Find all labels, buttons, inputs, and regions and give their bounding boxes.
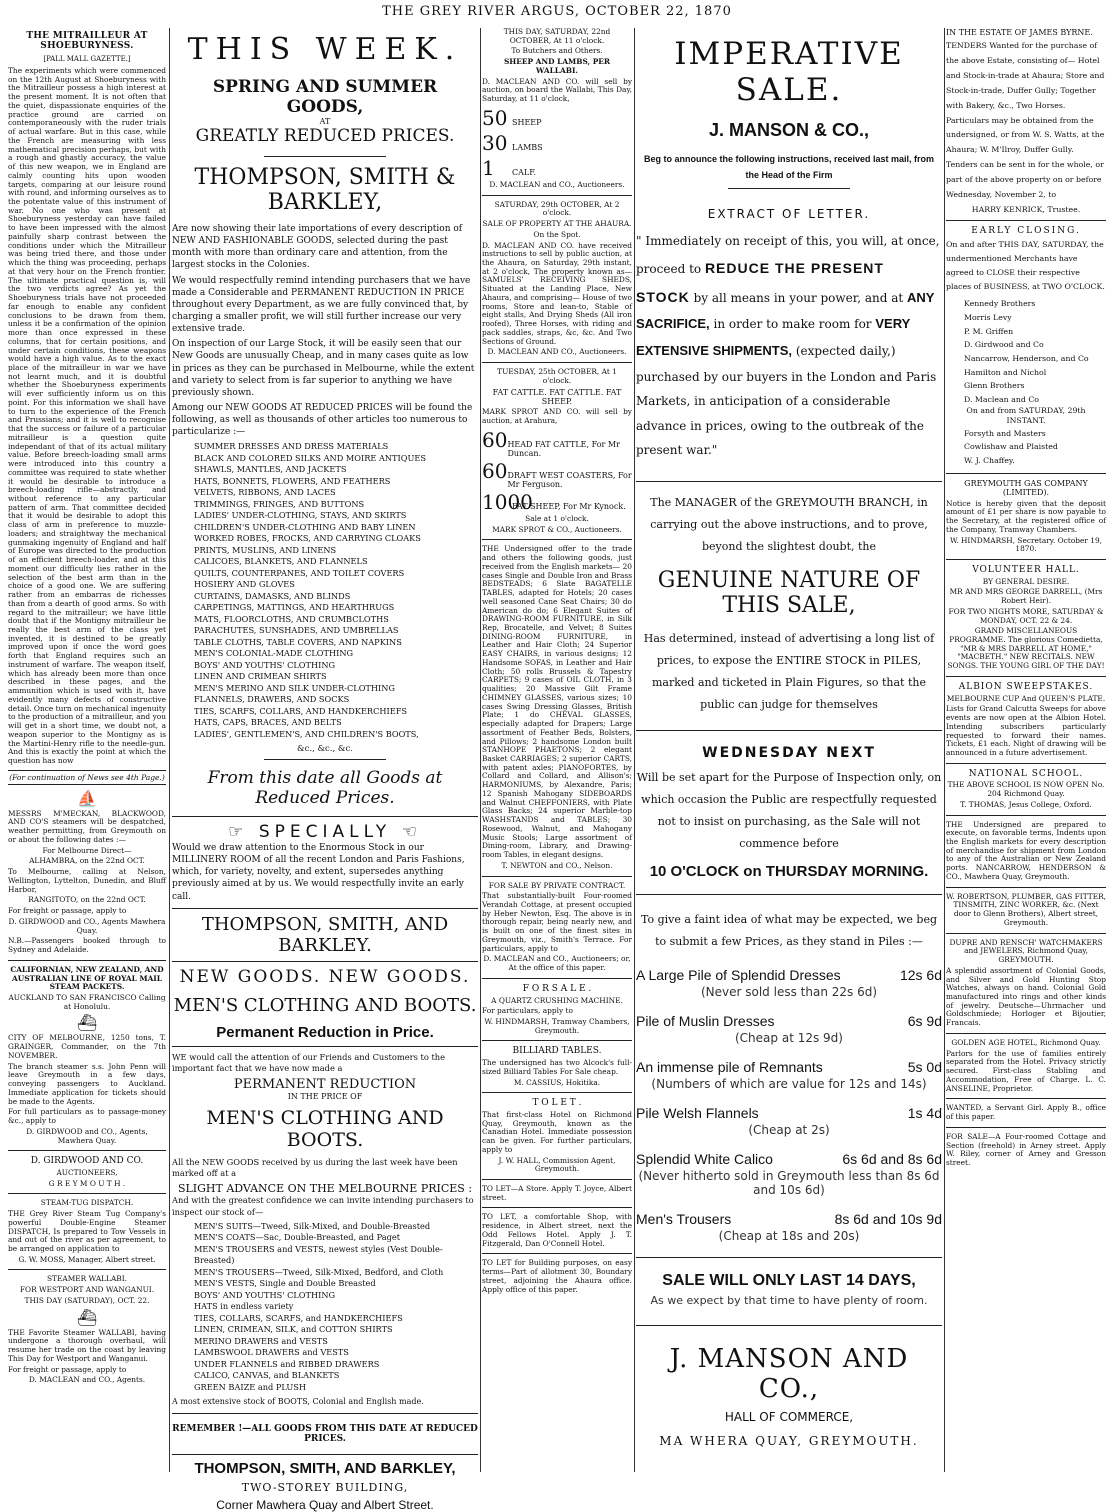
reduced-heading: GREATLY REDUCED PRICES. [195, 126, 455, 146]
notice-title: FAT CATTLE. FAT CATTLE. FAT SHEEP. [492, 387, 622, 406]
goods-list [194, 441, 478, 740]
lot-text: HEAD FAT CATTLE, For Mr Duncan. [507, 439, 620, 458]
letter-part: by all means in your power, and at [693, 290, 904, 305]
in-price-label: IN THE PRICE OF [287, 1092, 363, 1102]
specially-text: SPECIALLY [258, 821, 392, 842]
notice-line: D. MACLEAN and CO., Auctioneers. [489, 179, 625, 189]
goods-item: SHAWLS, MANTLES, AND JACKETS [194, 464, 347, 475]
clothing-item: GREEN BAIZE and PLUSH [194, 1381, 307, 1392]
goods-item: CURTAINS, DAMASKS, AND BLINDS [194, 590, 351, 601]
price-item: Splendid White Calico [636, 1151, 773, 1167]
goods-item: LADIES' UNDER-CLOTHING, STAYS, AND SKIRTS [194, 510, 407, 521]
specially-heading [172, 822, 478, 842]
notice-line: D. MACLEAN AND CO., Auctioneers. [487, 347, 627, 357]
merchant-name: Hamilton and Nichol [964, 367, 1047, 377]
this-week-heading: THIS WEEK. [187, 32, 463, 67]
notice-line: That substantially-built Four-roomed Verandah Cottage, at present occupied by Heber Newton, Esq. The above is in thorough repair, being nearly new, and is built on one of the finest sites in Greymouth, viz., Smith's Terrace. For particulars, apply to [482, 891, 632, 953]
notice-line: D. MACLEAN AND CO. will sell by auction, on board the Wallabi, This Day, Saturday, at 11 o'clock, [482, 76, 632, 104]
lot-count: 1000 [482, 489, 533, 514]
price-note: (Never sold less than 22s 6d) [700, 985, 878, 999]
notice-title: VOLUNTEER HALL. [972, 565, 1080, 575]
paragraph: Among our NEW GOODS AT REDUCED PRICES will be found the following, as well as thousands of other articles too numerous to particularize :— [172, 402, 473, 438]
remember-line: REMEMBER !—ALL GOODS FROM THIS DATE AT REDUCED PRICES. [172, 1423, 478, 1444]
notice-line: MARK SPROT & CO., Auctioneers. [492, 524, 622, 534]
notice-line: FOR SALE—A Four-roomed Cottage and Section (freehold) in Arney street. Apply W. Riley, corner of Arney and Gresson street. [946, 1131, 1106, 1168]
goods-item: SUMMER DRESSES AND DRESS MATERIALS [194, 441, 389, 452]
notice-line: ALHAMBRA, on the 22nd OCT. [29, 856, 145, 866]
auction-lot [482, 131, 632, 155]
goods-item: MEN'S MERINO AND SILK UNDER-CLOTHING [194, 682, 395, 693]
notice-line: To Butchers and Others. [511, 46, 603, 56]
perm-reduction-heading: PERMANENT REDUCTION [233, 1077, 417, 1093]
extract-heading: EXTRACT OF LETTER. [707, 207, 871, 222]
ship-icon: ⛴ [76, 1307, 98, 1327]
notice-line: On and from SATURDAY, 29th INSTANT. [966, 406, 1086, 425]
price-row [636, 1059, 942, 1075]
auction-lots [482, 106, 632, 180]
building-line: TWO-STOREY BUILDING, [241, 1480, 409, 1494]
price-value: 6s 9d [907, 1013, 942, 1029]
price-value: 12s 6d [899, 967, 942, 983]
goods-item: PRINTS, MUSLINS, AND LINENS [194, 544, 337, 555]
ship-icon: ⛵ [77, 788, 97, 808]
from-date-heading: From this date all Goods at Reduced Prices. [207, 767, 443, 808]
merchant-name: W. J. Chaffey. [964, 456, 1015, 466]
merchant-name: P. M. Griffen [964, 326, 1014, 336]
merchant-name: Forsyth and Masters [964, 428, 1046, 438]
letter-part: (expected daily,) purchased by our buyers in the London and Paris Markets, in anticipation of a considerable advance in prices, owing to the outbreak of the present war." [636, 343, 937, 458]
notice-line: Parlors for the use of families entirely separated from the Hotel. Privacy strictly secured. First-class Stabling and Accommodation, Free of Charge. L. C. ANSELINE, Proprietor. [946, 1048, 1106, 1093]
notice-line: W. HINDMARSH, Tramway Chambers, Greymouth. [484, 1016, 630, 1035]
manson-footer: J. MANSON AND CO., [669, 1344, 909, 1404]
clothing-item: LINEN, CRIMEAN, SILK, and COTTON SHIRTS [194, 1324, 393, 1335]
merchant-name: Morris Levy [964, 312, 1012, 322]
goods-item: CHILDREN'S UNDER-CLOTHING AND BABY LINEN [194, 521, 416, 532]
auction-lots [482, 428, 632, 514]
article-title: THE MITRAILLEUR AT SHOEBURYNESS. [26, 31, 148, 51]
clothing-item: HATS in endless variety [194, 1301, 294, 1312]
hand-pointer-icon: ☞ [228, 821, 259, 842]
notice-line: BY GENERAL DESIRE. [982, 576, 1070, 586]
notice-title: NATIONAL SCHOOL. [968, 768, 1084, 779]
letter-emphasis: ANY SACRIFICE, [636, 289, 935, 332]
hand-pointer-icon: ☜ [391, 821, 422, 842]
lot-count: 1 [482, 155, 495, 180]
notice-title: STEAM-TUG DISPATCH. [40, 1198, 134, 1208]
notice-line: The undersigned has two Alcock's full-sized Billiard Tables For Sale cheap. [482, 1058, 632, 1076]
price-value: 5s 0d [907, 1059, 942, 1075]
merchant-name: Nancarrow, Henderson, and Co [964, 353, 1089, 363]
notice-line: GRAND MISCELLANEOUS PROGRAMME. The glorious Comedietta, "MR & MRS DARRELL AT HOME," "MACBETH." NEW RECITALS. NEW SONGS. THE YOUNG GIRL OF THE DAY! [947, 626, 1105, 671]
notice-line: G. W. MOSS, Manager, Albert street. [18, 1254, 156, 1264]
article-body: The experiments which were commenced on the 12th August at Shoeburyness with the Mitrailleur possess a high interest at the present moment. It is not often that the quiet, dispassionate enquiries of the practice ground are carried on contemporaneously with the ruder trials of actual warfare. But in this case, while the French are measuring with less mathematical precision perhaps, but with a rough and ghastly accuracy, the value of this new weapon, we in England are calmly counting hits upon wooden targets, comparing at our leisure round with round, and informing ourselves as to the potentate value of this instrument of war. No one who was present at Shoeburyness yesterday can have failed to have been impressed with the almost painfully sharp contrast between the conditions under which the Mitrailleur was being tried there, and those under which the thing was proceeding, perhaps at that very hour on the French frontier. The ultimate practical question is, will the two verdicts agree? As yet the Shoeburyness trials have not proceeded far enough to enable any confident conclusions to be drawn from them, unless it be a confirmation of the opinion more than once expressed in these columns, that for certain positions, and under certain conditions, these weapons would have a high value. As to the exact place of the mitrailleur in war we have not learnt much, and it is doubtful whether the Shoeburyness experiments will ever sufficiently inform us on this point. For this information we shall have to turn to the experience of the French and Prussians; and it is well to recognise that the success or failure of a particular mitrailleur is a question quite independant of that of its actual military value. Before breech-loading small arms were introduced into this country a committee was required to state whether it would be desirable to introduce a breech-loading rifle—abstractly, and without reference to any particular pattern of arm. That committee decided that it would be desirable to adopt this class of arm in preference to muzzle-loaders; and straightway the mechanical gunmaking ingenuity of England and half of Europe was directed to the production of an efficient breech-loader, and at this moment our difficulty lies rather in the selection of the best arm than in the choice of a good one. We are suffering rather from an embarras de richesses than from a dearth of good arms. So with regard to the mitrailleur; we have little doubt that if the Montigny mitrailleur be really the best arm of the class yet invented, it is destined to be greatly improved upon if once the word goes forth that England requires such an instrument of warfare. The weapon itself, which has already been more than once described in these pages, and the ammunition which is used with it, have evidently many defects of constructive detail. Once turn on mechanical ingenuity to the production of a mitrailleur, and you will get in a short time, we doubt not, a weapon superior to the Montigny as is the Martini-Henry rifle to the needle-gun. And this is exactly the point at which the question has now [8, 66, 166, 766]
faint-paragraph: To give a faint idea of what may be expected, we beg to submit a few Prices, as they stand in Piles :— [640, 913, 938, 948]
goods-item: LINEN AND CRIMEAN SHIRTS [194, 671, 327, 682]
address-line: Corner Mawhera Quay and Albert Street. [216, 1497, 434, 1512]
price-item: An immense pile of Remnants [636, 1059, 823, 1075]
etc-line: &c., &c., &c. [297, 743, 353, 754]
manager-paragraph: The MANAGER of the GREYMOUTH BRANCH, in carrying out the above instructions, and to prove, beyond the slightest doubt, the [650, 496, 928, 553]
genuine-heading: GENUINE NATURE OF THIS SALE, [657, 568, 921, 618]
notice-line: MR AND MRS GEORGE DARRELL, (Mrs Robert Heir). [949, 587, 1103, 606]
notice-title: F O R S A L E . [522, 983, 592, 994]
notice-title: GREYMOUTH GAS COMPANY (LIMITED). [964, 478, 1088, 498]
auction-lot [482, 106, 632, 130]
ships-intro: MESSRS M'MECKAN, BLACKWOOD, AND CO'S steamers will be despatched, weather permitting, from Greymouth on or about the following dates :— [8, 808, 166, 844]
column-4 [636, 28, 942, 1472]
price-item: Men's Trousers [636, 1211, 732, 1227]
clothing-item: MEN'S TROUSERS and VESTS, newest styles (Vest Double-Breasted) [194, 1243, 443, 1266]
paragraph: A most extensive stock of BOOTS, Colonial and English made. [172, 1397, 424, 1407]
notice-line: THE Undersigned are prepared to execute, on favorable terms, Indents upon the English markets for every description of merchandise for shipment from London to any of the Australian or New Zealand ports. NANCARROW, HENDERSON & CO., Mawhera Quay, Greymouth. [946, 819, 1106, 881]
lot-count: 60 [482, 427, 508, 452]
goods-item: BOYS' AND YOUTHS' CLOTHING [194, 659, 336, 670]
auction-lot [482, 490, 632, 514]
paragraph: We would respectfully remind intending purchasers that we have made a Considerable and PERMANENT REDUCTION IN PRICE throughout every Department, as we are fully convinced that, by charging a smaller profit, we will still further increase our very extensive trade. [172, 275, 471, 335]
letter-part: in order to make room for [713, 317, 872, 332]
price-row [636, 967, 942, 983]
goods-item: BLACK AND COLORED SILKS AND MOIRE ANTIQUES [194, 452, 426, 463]
goods-item: LADIES', GENTLEMEN'S, AND CHILDREN'S BOOTS, [194, 728, 419, 739]
goods-item: FLANNELS, DRAWERS, AND SOCKS [194, 694, 350, 705]
notice-line: TUESDAY, 25th OCTOBER, At 1 o'clock. [497, 367, 617, 385]
will-paragraph: Will be set apart for the Purpose of Inspection only, on which occasion the Public are respectfully requested not to insist on purchasing, as the Sale will not commence before [636, 771, 942, 850]
masthead: THE GREY RIVER ARGUS, OCTOBER 22, 1870 [382, 4, 732, 19]
notice-line: THE Favorite Steamer WALLABI, having undergone a thorough overhaul, will resume her trade on the coast by leaving This Day for Westport and Wanganui. [8, 1327, 166, 1363]
notice-line: For Melbourne Direct— [42, 845, 132, 855]
price-row [636, 1013, 942, 1029]
goods-item: MATS, FLOORCLOTHS, AND CRUMBCLOTHS [194, 613, 389, 624]
firm-heading: THOMPSON, SMITH, AND BARKLEY, [194, 1459, 456, 1477]
notice-line: FOR TWO NIGHTS MORE, SATURDAY & MONDAY, OCT. 22 & 24. [948, 606, 1104, 625]
last-14-heading: SALE WILL ONLY LAST 14 DAYS, [662, 1272, 916, 1289]
clothing-item: MEN'S COATS—Sac, Double-Breasted, and Paget [194, 1232, 401, 1243]
goods-item: TIES, SCARFS, COLLARS, AND HANDKERCHIEFS [194, 705, 407, 716]
price-item: A Large Pile of Splendid Dresses [636, 967, 841, 983]
notice-line: For full particulars as to passage-money &c., apply to [8, 1107, 166, 1126]
slight-advance-heading: SLIGHT ADVANCE ON THE MELBOURNE PRICES : [177, 1182, 473, 1196]
paragraph: Would we draw attention to the Enormous Stock in our MILLINERY ROOM of all the recent London and Paris Fashions, which, for variety, novelty, and extent, supersedes anything previously aimed at by us. We would respectfully invite an early call. [172, 842, 465, 902]
notice-line: TENDERS Wanted for the purchase of the above Estate, consisting of— Hotel and Stock-in-trade at Ahaura; Store and Stock-in-trade, Duffer Gully; Together with Bakery, &c., Two Horses. Particulars may be obtained from the undersigned, or from W. S. Watts, at the Ahaura; W. M'Ilroy, Duffer Gully. Tenders can be sent in for the whole, or part of the above property on or before Wednesday, November 2, to [946, 41, 1105, 199]
notice-line: W. HINDMARSH, Secretary. October 19, 1870. [949, 535, 1103, 554]
notice-line: To Melbourne, calling at Nelson, Wellington, Lyttelton, Dunedin, and Bluff Harbor, [8, 867, 166, 894]
notice-line: Notice is hereby given that the deposit amount of £1 per share is now payable to the Secretary, at the registered office of the Company, Tramway Chambers. [946, 498, 1106, 534]
lot-count: 60 [482, 458, 508, 483]
notice-line: On the Spot. [533, 229, 581, 239]
firm-heading: THOMPSON, SMITH, AND BARKLEY. [201, 913, 449, 956]
expect-line: As we expect by that time to have plenty of room. [650, 1294, 928, 1307]
notice-line: A QUARTZ CRUSHING MACHINE. [491, 995, 623, 1005]
lot-text: LAMBS [512, 142, 543, 152]
goods-item: TABLE CLOTHS, TABLE COVERS, AND NAPKINS [194, 636, 402, 647]
lot-count: 50 [482, 105, 508, 130]
notice-line: A splendid assortment of Colonial Goods, and Silver and Gold Hunting Stop Watches, always on hand. Colonial Gold manufactured into rings and other kinds of jewelry. Deutsche—Uhrmacher und Goldschmiede; Horloger et Bijoutier, Francais. [946, 965, 1106, 1028]
price-value: 6s 6d and 8s 6d [842, 1151, 942, 1167]
clothing-item: MEN'S TROUSERS—Tweed, Silk-Mixed, Bedford, and Cloth [194, 1266, 444, 1277]
article-source: [PALL MALL GAZETTE.] [43, 55, 131, 63]
notice-title: GOLDEN AGE HOTEL, Richmond Quay. [951, 1037, 1101, 1047]
price-note: (Never hitherto sold in Greymouth less than 8s 6d and 10s 6d) [638, 1169, 940, 1197]
notice-title: ALBION SWEEPSTAKES. [958, 681, 1094, 692]
notice-line: Lists for Grand Calcutta Sweeps for above events are now open at the Albion Hotel. Intending subscribers particularly requested to forward their names. Tickets, £1 each. Night of drawing will be announced in a future advertisement. [946, 704, 1106, 757]
notice-line: AUCKLAND TO SAN FRANCISCO Calling at Honolulu. [8, 992, 166, 1011]
clothing-item: MEN'S VESTS, Single and Double Breasted [194, 1278, 376, 1289]
notice-title: STEAMER WALLABI. [46, 1274, 128, 1284]
clothing-item: MEN'S SUITS—Tweed, Silk-Mixed, and Double-Breasted [194, 1220, 431, 1231]
notice-title: T O L E T . [532, 1098, 582, 1109]
price-item: Pile Welsh Flannels [636, 1105, 759, 1121]
notice-line: D. GIRDWOOD and CO., Agents Mawhera Quay. [8, 916, 166, 935]
auction-lot [482, 428, 632, 458]
notice-line: The branch steamer s.s. John Penn will leave Greymouth in a few days, conveying passengers to Auckland. Immediate application for tickets should be made to the Agents. [8, 1061, 166, 1106]
goods-item: WORKED ROBES, FROCKS, AND CARRYING CLOAKS [194, 533, 421, 544]
merchant-name: Glenn Brothers [964, 381, 1025, 391]
notice-line: TO LET—A Store. Apply T. Joyce, Albert street. [482, 1184, 632, 1202]
goods-item: QUILTS, COUNTERPANES, AND TOILET COVERS [194, 567, 405, 578]
letter-emphasis: VERY EXTENSIVE SHIPMENTS, [636, 316, 911, 358]
price-row [636, 1211, 942, 1227]
mens-heading: MEN'S CLOTHING AND BOOTS. [206, 1107, 444, 1152]
clothing-item: TIES, COLLARS, SCARFS, and HANDKERCHIEFS [194, 1312, 403, 1323]
goods-item: HATS, BONNETS, FLOWERS, AND FEATHERS [194, 475, 391, 486]
notice-line: Sale at 1 o'clock. [525, 513, 589, 523]
imperative-heading: IMPERATIVE SALE. [674, 36, 904, 108]
goods-item: HOSIERY AND GLOVES [194, 579, 295, 590]
paragraph: Are now showing their late importations of every description of NEW AND FASHIONABLE GOODS, selected during the past month with more than ordinary care and attention, from the largest stocks in the Colonies. [172, 224, 463, 271]
notice-line: G R E Y M O U T H . [48, 1178, 126, 1188]
at-label: AT [319, 117, 331, 126]
notice-line: N.B.—Passengers booked through to Sydney and Adelaide. [8, 936, 166, 955]
goods-item: PARACHUTES, SUNSHADES, AND UMBRELLAS [194, 625, 399, 636]
price-value: 8s 6d and 10s 9d [834, 1211, 942, 1227]
notice-line: For freight or passage, apply to [8, 1364, 127, 1374]
new-goods-heading: NEW GOODS. NEW GOODS. [179, 966, 471, 987]
price-note: (Cheap at 2s) [748, 1123, 830, 1137]
letter-part: " Immediately on receipt of this, you will, at once, proceed to [636, 234, 940, 276]
notice-line: SATURDAY, 29th OCTOBER, At 2 o'clock. [494, 199, 620, 218]
notice-line: TO LET for Building purposes, on easy terms—Part of allotment 30, Boundary street, adjoining the Ahaura office. Apply office of this paper. [482, 1258, 632, 1294]
notice-line: THE Undersigned offer to the trade and others the following goods, just received from the English markets— 20 cases Single and Double Iron and Brass BEDSTEADS; 6 Slate BAGATELLE TABLES, adapted for Hotels; 20 cases well seasoned Cane Seat Chairs; 30 do American do do; 6 Elegant Suites of DRAWING-ROOM FURNITURE, in Silk Rep, Brocatelle, and Velvet; 8 Suites DINING-ROOM FURNITURE, in Leather and Hair Cloth; 24 Superior EASY CHAIRS, in various designs; 12 Handsome SOFAS, in Leather and Hair Cloth; 50 rolls Brussels & Tapestry CARPETS; 9 cases of OIL CLOTH, in 3 qualities; 20 Massive Gilt Frame CHIMNEY GLASSES, various sizes; 10 cases Swing Dressing Glasses, British Plate; 1 do CHEVAL GLASSES, especially adapted for Drapers; Large assortment of Feather Beds, Bolsters, and Pillows; 2 handsome London built STANHOPE PHAETONS; 2 elegant Basket CARRIAGES; 2 superior CARTS, with patent axles; PIANOFORTES, by Collard and Collard, and Allison's; HARMONIUMS, by Alexandre, Paris; 12 Spanish Mahogany SIDEBOARDS and Walnut CHEFFONIERS, with Plate Glass Backs; 24 superior Marble-top WASHSTANDS and TABLES; 30 Rosewood, Walnut, and Mahogany Music Stools; Large assortment of Dining-room, Library, and Drawing-room Tables, in elegant designs. [482, 544, 632, 860]
letter-emphasis: REDUCE THE PRESENT STOCK [636, 259, 884, 305]
paragraph: And with the greatest confidence we can invite intending purchasers to inspect our stock of— [172, 1195, 474, 1217]
notice-line: J. W. HALL, Commission Agent, Greymouth. [498, 1155, 616, 1174]
lot-text: SHEEP [512, 117, 542, 127]
notice-line: RANGITOTO, on the 22nd OCT. [28, 895, 146, 905]
auction-lot [482, 459, 632, 489]
goods-item: HATS, CAPS, BRACES, AND BELTS [194, 717, 342, 728]
paragraph: WE would call the attention of our Friends and Customers to the important fact that we have now made a [172, 1051, 446, 1073]
lot-count: 30 [482, 130, 508, 155]
wednesday-heading: WEDNESDAY NEXT [702, 745, 876, 761]
notice-line: D. GIRDWOOD and CO., Agents, Mawhera Quay. [26, 1126, 148, 1145]
firm-heading: THOMPSON, SMITH & BARKLEY, [194, 165, 456, 215]
permanent-heading: Permanent Reduction in Price. [216, 1023, 434, 1041]
paragraph: On inspection of our Large Stock, it will be easily seen that our New Goods are unusually Cheap, and in many cases quite as low in prices as they can be purchased in Melbourne, while the extent and variety to select from is far superior to anything we have previously shown. [172, 339, 475, 398]
notice-title: IN THE ESTATE OF JAMES BYRNE. [946, 28, 1093, 37]
clothing-item: UNDER FLANNELS and RIBBED DRAWERS [194, 1358, 380, 1369]
clothing-item: MERINO DRAWERS and VESTS [194, 1335, 328, 1346]
notice-line: For freight or passage, apply to [8, 906, 127, 916]
notice-line: MARK SPROT AND CO. will sell by auction, at Arahura, [482, 407, 632, 426]
price-value: 1s 4d [907, 1105, 942, 1121]
mens-heading: MEN'S CLOTHING AND BOOTS. [173, 994, 477, 1016]
ten-oclock-heading: 10 O'CLOCK on THURSDAY MORNING. [649, 863, 929, 880]
notice-line: D. MACLEAN and CO., Auctioneers; or, At the office of this paper. [483, 954, 631, 973]
notice-line: D. MACLEAN and CO., Agents. [28, 1375, 146, 1385]
merchant-name: D. Girdwood and Co [964, 340, 1044, 350]
price-row [636, 1105, 942, 1121]
merchant-name: Kennedy Brothers [964, 299, 1036, 309]
price-note: (Numbers of which are value for 12s and 14s) [651, 1077, 927, 1091]
notice-line: That first-class Hotel on Richmond Quay, Greymouth, known as the Canadian Hotel. Immediate possession can be given. For further particulars, apply to [482, 1109, 632, 1154]
notice-line: T. THOMAS, Jesus College, Oxford. [960, 799, 1092, 809]
quay-line: MA WHERA QUAY, GREYMOUTH. [659, 1434, 919, 1448]
price-row [636, 1151, 942, 1167]
notice-line: THE Grey River Steam Tug Company's powerful Double-Engine Steamer DISPATCH, Is prepared to Tow Vessels in and out of the river as per agreement, to be arranged on application to [8, 1209, 166, 1253]
notice-line: AUCTIONEERS, [56, 1167, 118, 1177]
price-item: Pile of Muslin Dresses [636, 1013, 775, 1029]
merchant-name: Cowlishaw and Plaisted [964, 442, 1058, 452]
notice-line: M. CASSIUS, Hokitika. [513, 1077, 601, 1087]
column-3 [482, 28, 632, 1472]
price-note: (Cheap at 18s and 20s) [718, 1229, 860, 1243]
paragraph: All the NEW GOODS received by us during the last week have been marked off at a [172, 1157, 458, 1179]
notice-line: HARRY KENRICK, Trustee. [971, 205, 1081, 215]
letter-text [636, 229, 942, 463]
merchant-list [946, 427, 1106, 468]
notice-title: CALIFORNIAN, NEW ZEALAND, AND AUSTRALIAN LINE OF ROYAL MAIL STEAM PACKETS. [10, 964, 164, 992]
manson-heading: J. MANSON & CO., [708, 120, 869, 140]
hall-line: HALL OF COMMERCE, [724, 1410, 854, 1424]
notice-line: MELBOURNE CUP And QUEEN'S PLATE. [946, 693, 1106, 703]
notice-line: THIS DAY (SATURDAY), OCT. 22. [24, 1295, 150, 1305]
notice-line: W. ROBERTSON, PLUMBER, GAS FITTER, TINSMITH, ZINC WORKER, &c. (Next door to Glenn Brothers), Albert street, Greymouth. [946, 891, 1106, 927]
lot-text: CALF. [512, 167, 537, 177]
has-paragraph: Has determined, instead of advertising a long list of prices, to expose the ENTIRE STOCK in PILES, marked and ticketed in Plain Figures, so that the public can judge for themselves [643, 632, 935, 711]
spring-heading: SPRING AND SUMMER GOODS, [212, 77, 438, 117]
price-note: (Cheap at 12s 9d) [735, 1031, 843, 1045]
continuation-note: (For continuation of News see 4th Page.) [8, 770, 166, 785]
clothing-item: BOYS' AND YOUTHS' CLOTHING [194, 1289, 336, 1300]
auction-lot [482, 156, 632, 180]
notice-line: CITY OF MELBOURNE, 1250 tons, T. GRAINGER, Commander, on the 7th NOVEMBER. [8, 1033, 166, 1060]
notice-title: FOR SALE BY PRIVATE CONTRACT. [488, 880, 626, 890]
column-2 [172, 28, 478, 1512]
ship-icon: ⛴ [76, 1013, 98, 1033]
beg-line: Beg to announce the following instructions, received last mail, from the Head of the Firm [643, 154, 935, 181]
notice-line: FOR WESTPORT AND WANGANUI. [19, 1285, 155, 1295]
goods-item: CARPETINGS, MATTINGS, AND HEARTHRUGS [194, 602, 395, 613]
notice-title: BILLIARD TABLES. [512, 1046, 602, 1057]
notice-title: DUPRE AND RENSCH' WATCHMAKERS and JEWELERS, Richmond Quay, GREYMOUTH. [949, 937, 1103, 965]
clothing-item: LAMBSWOOL DRAWERS and VESTS [194, 1347, 349, 1358]
notice-line: For particulars, apply to [482, 1006, 573, 1016]
lot-text: DRAFT WEST COASTERS, For Mr Ferguson. [507, 470, 632, 489]
goods-item: MEN'S COLONIAL-MADE CLOTHING [194, 648, 354, 659]
notice-title: EARLY CLOSING. [971, 225, 1081, 236]
goods-item: TRIMMINGS, FRINGES, AND BUTTONS [194, 498, 365, 509]
merchant-list [946, 297, 1106, 406]
notice-line: TO LET, a comfortable Shop, with residence, in Albert street, next the Odd Fellows Hotel. Apply J. T. Fitzgerald, Dan O'Connell Hotel. [482, 1212, 632, 1248]
notice-line: D. MACLEAN AND CO. have received instructions to sell by public auction, at the Ahaura, on Saturday, 29th instant, at 2 o'clock, The property known as— SAMUELS' RECEIVING SHEDS, Situated at the Landing Place, New Ahaura, and comprising— House of two rooms, Store and lean-to, Stable of eight stalls, And Drying Sheds (All iron roofed), Three Horses, with riding and pack saddles, straps, &c, &c. And Two Sections of Ground. [482, 240, 632, 346]
merchant-name: D. Maclean and Co [964, 394, 1039, 404]
column-5 [946, 28, 1106, 1472]
column-1 [8, 28, 166, 1472]
notice-line: T. NEWTON and CO., Nelson. [501, 860, 613, 870]
goods-item: VELVETS, RIBBONS, AND LACES [194, 487, 336, 498]
price-list [636, 967, 942, 1243]
notice-line: WANTED, a Servant Girl. Apply B., office of this paper. [946, 1103, 1106, 1122]
clothing-item: CALICO, CANVAS, and BLANKETS [194, 1370, 340, 1381]
notice-title: SALE OF PROPERTY AT THE AHAURA. [482, 219, 632, 229]
lot-text: FAT SHEEP, For Mr Kynock. [512, 501, 626, 511]
notice-line: THE ABOVE SCHOOL IS NOW OPEN No. 204 Richmond Quay. [947, 780, 1105, 799]
notice-line: THIS DAY, SATURDAY, 22nd OCTOBER, At 11 o'clock. [503, 27, 611, 45]
goods-item: CALICOES, BLANKETS, AND FLANNELS [194, 556, 368, 567]
notice-title: SHEEP AND LAMBS, PER WALLABI. [503, 57, 611, 75]
notice-title: D. GIRDWOOD AND CO. [30, 1156, 144, 1167]
notice-line: On and after THIS DAY, SATURDAY, the undermentioned Merchants have agreed to CLOSE their respective places of BUSINESS, at TWO O'CLOCK. [946, 240, 1105, 292]
clothing-list [194, 1221, 478, 1393]
